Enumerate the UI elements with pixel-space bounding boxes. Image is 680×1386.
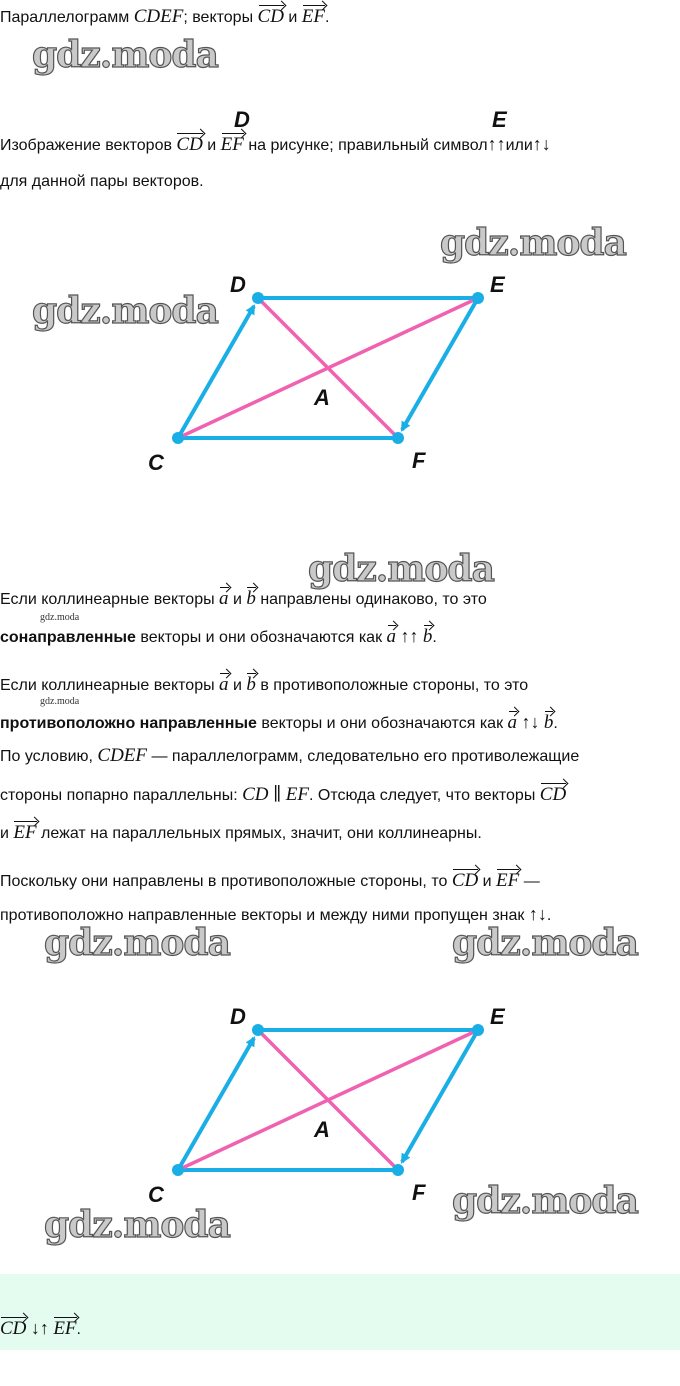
text-fragment: ; векторы bbox=[183, 9, 258, 26]
vector-a: a bbox=[219, 584, 229, 608]
symbol-codirectional: ↑↑ bbox=[487, 134, 506, 154]
vector-b: b bbox=[246, 670, 256, 694]
symbol-opposite: ↑↓ bbox=[528, 904, 547, 924]
vector-b: b bbox=[423, 622, 433, 646]
watermark-logo: gdz.moda bbox=[452, 922, 638, 964]
vector-cd: CD bbox=[452, 866, 478, 890]
vector-a: a bbox=[387, 622, 397, 646]
text-fragment: на рисунке; правильный символ bbox=[243, 137, 488, 154]
watermark-logo: gdz.moda bbox=[32, 290, 218, 332]
text-fragment: Изображение векторов bbox=[0, 137, 177, 154]
parallelogram-figure-1 bbox=[140, 262, 520, 482]
math-cdef: CDEF bbox=[133, 6, 184, 27]
answer-box bbox=[0, 1274, 680, 1350]
point-c bbox=[172, 1164, 184, 1176]
vector-cd: CD bbox=[0, 1314, 26, 1338]
text-fragment: стороны попарно параллельны: bbox=[0, 787, 243, 804]
point-d bbox=[252, 1024, 264, 1036]
watermark-logo: gdz.moda bbox=[452, 1180, 638, 1222]
label-c: C bbox=[148, 450, 164, 475]
math-cd: CD bbox=[242, 784, 269, 805]
point-e bbox=[472, 1024, 484, 1036]
watermark-small: gdz.moda bbox=[40, 612, 80, 623]
vector-a: a bbox=[508, 708, 518, 732]
watermark-logo: gdz.moda bbox=[44, 922, 230, 964]
text-fragment: векторы и они обозначаются как bbox=[135, 629, 387, 646]
text-fragment: . Отсюда следует, что векторы bbox=[308, 787, 540, 804]
symbol-answer: ↓↑ bbox=[30, 1318, 49, 1338]
text-fragment: . bbox=[553, 715, 558, 732]
text-fragment: . bbox=[546, 907, 552, 924]
answer-line bbox=[0, 1314, 81, 1342]
task-line-2: для данной пары векторов. bbox=[0, 173, 204, 190]
text-fragment: и bbox=[228, 591, 247, 608]
text-fragment: . bbox=[76, 1321, 81, 1338]
conclusion-line-1 bbox=[0, 866, 540, 894]
vector-ef: EF bbox=[53, 1314, 76, 1338]
text-fragment: — bbox=[519, 873, 540, 890]
label-d: D bbox=[230, 272, 246, 297]
diagonal-ce bbox=[178, 298, 478, 438]
text-fragment: и bbox=[228, 677, 247, 694]
symbol-parallel: ∥ bbox=[272, 784, 282, 804]
point-c bbox=[172, 432, 184, 444]
definition-codirectional bbox=[0, 584, 487, 612]
text-fragment: . bbox=[324, 9, 330, 26]
math-ef: EF bbox=[285, 784, 309, 805]
vector-cd-arrow bbox=[178, 306, 254, 438]
vector-cd: CD bbox=[540, 780, 566, 804]
vector-ef-arrow bbox=[402, 298, 478, 430]
clipped-label-d: D bbox=[234, 107, 250, 132]
watermark-logo: gdz.moda bbox=[308, 548, 494, 590]
text-fragment: векторы и они обозначаются как bbox=[256, 715, 508, 732]
watermark-logo: gdz.moda bbox=[440, 222, 626, 264]
vector-cd: CD bbox=[258, 2, 284, 26]
text-fragment: или bbox=[505, 137, 533, 154]
text-fragment: в противоположные стороны, то это bbox=[255, 677, 529, 694]
term-codirectional: сонаправленные bbox=[0, 629, 136, 646]
vector-a: a bbox=[219, 670, 229, 694]
vector-cd: CD bbox=[176, 130, 202, 154]
vector-ef: EF bbox=[221, 130, 244, 154]
text-fragment: Если коллинеарные векторы bbox=[0, 677, 220, 694]
text-fragment: Если коллинеарные векторы bbox=[0, 591, 220, 608]
watermark-small: gdz.moda bbox=[40, 696, 80, 707]
text-fragment: лежат на параллельных прямых, значит, они коллинеарны. bbox=[36, 825, 482, 842]
point-d bbox=[252, 292, 264, 304]
diagonal-ce bbox=[178, 1030, 478, 1170]
reasoning-line-3 bbox=[0, 818, 482, 846]
vector-cd-arrow bbox=[178, 1038, 254, 1170]
definition-codirectional-2 bbox=[0, 622, 437, 650]
text-fragment: . bbox=[432, 629, 437, 646]
point-f bbox=[392, 1164, 404, 1176]
problem-statement bbox=[0, 2, 329, 30]
vector-b: b bbox=[246, 584, 256, 608]
symbol-opposite: ↑↓ bbox=[521, 712, 540, 732]
vector-ef: EF bbox=[13, 818, 36, 842]
text-fragment: и bbox=[283, 9, 302, 26]
label-e: E bbox=[490, 272, 505, 297]
text-fragment: и bbox=[202, 137, 221, 154]
point-f bbox=[392, 432, 404, 444]
label-f: F bbox=[412, 1180, 426, 1205]
math-cdef: CDEF bbox=[97, 745, 148, 766]
label-d: D bbox=[230, 1004, 246, 1029]
label-e: E bbox=[490, 1004, 505, 1029]
label-a: A bbox=[314, 1117, 330, 1142]
reasoning-line-1 bbox=[0, 744, 579, 769]
symbol-opposite: ↑↓ bbox=[532, 134, 551, 154]
vector-b: b bbox=[544, 708, 554, 732]
task-line bbox=[0, 130, 551, 158]
point-e bbox=[472, 292, 484, 304]
watermark-logo: gdz.moda bbox=[32, 34, 218, 76]
watermark-logo: gdz.moda bbox=[44, 1204, 230, 1246]
term-opposite: противоположно направленные bbox=[0, 715, 257, 732]
reasoning-line-2 bbox=[0, 780, 566, 808]
definition-opposite-2 bbox=[0, 708, 558, 736]
label-a: A bbox=[314, 385, 330, 410]
text-fragment: и bbox=[478, 873, 497, 890]
text-fragment: Параллелограмм bbox=[0, 9, 134, 26]
text-fragment: направлены одинаково, то это bbox=[255, 591, 487, 608]
definition-opposite bbox=[0, 670, 528, 698]
text-fragment: и bbox=[0, 825, 14, 842]
vector-ef: EF bbox=[302, 2, 325, 26]
symbol-codirectional: ↑↑ bbox=[400, 626, 419, 646]
vector-ef-arrow bbox=[402, 1030, 478, 1162]
text-fragment: противоположно направленные векторы и между ними пропущен знак bbox=[0, 907, 529, 924]
text-fragment: Поскольку они направлены в противоположные стороны, то bbox=[0, 873, 452, 890]
clipped-label-e: E bbox=[492, 107, 507, 132]
label-f: F bbox=[412, 448, 426, 473]
label-c: C bbox=[148, 1182, 164, 1207]
text-fragment: — параллелограмм, следовательно его противолежащие bbox=[147, 748, 580, 765]
vector-ef: EF bbox=[496, 866, 519, 890]
text-fragment: По условию, bbox=[0, 748, 98, 765]
